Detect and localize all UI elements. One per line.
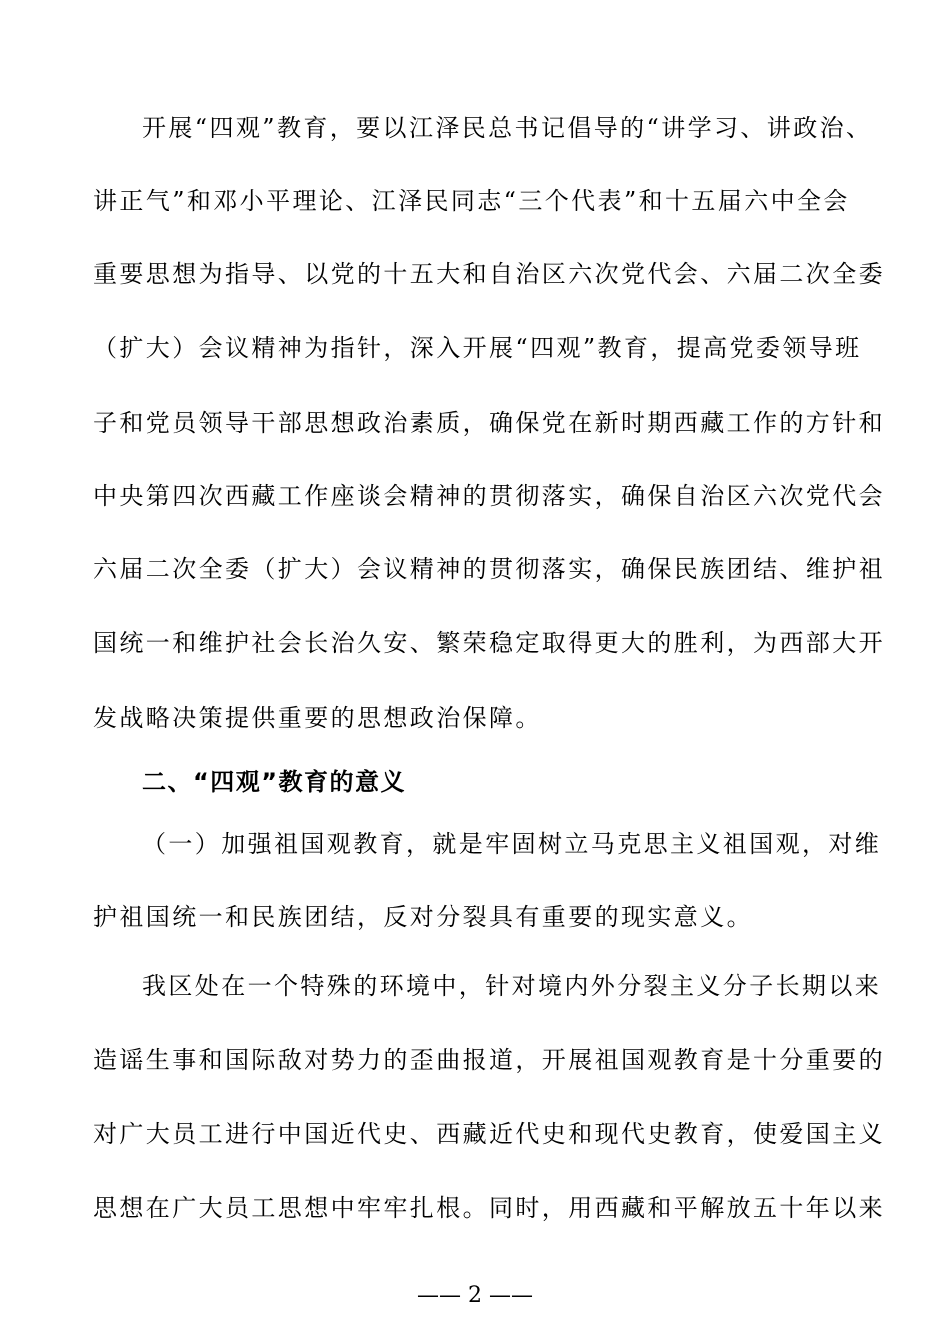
paragraph-3-line-1: 我区处在一个特殊的环境中，针对境内外分裂主义分子长期以来: [142, 972, 882, 1000]
paragraph-2-line-2: 护祖国统一和民族团结，反对分裂具有重要的现实意义。: [93, 903, 753, 931]
paragraph-1-line-8: 国统一和维护社会长治久安、繁荣稳定取得更大的胜利，为西部大开: [93, 629, 885, 657]
paragraph-3-line-2: 造谣生事和国际敌对势力的歪曲报道，开展祖国观教育是十分重要的: [93, 1046, 885, 1074]
paragraph-1-line-5: 子和党员领导干部思想政治素质，确保党在新时期西藏工作的方针和: [93, 409, 885, 437]
paragraph-1-line-4: （扩大）会议精神为指针，深入开展“四观”教育，提高党委领导班: [93, 334, 862, 362]
paragraph-3-line-3: 对广大员工进行中国近代史、西藏近代史和现代史教育，使爱国主义: [93, 1120, 885, 1148]
paragraph-1-line-1: 开展“四观”教育，要以江泽民总书记倡导的“讲学习、讲政治、: [142, 114, 873, 142]
paragraph-1-line-9: 发战略决策提供重要的思想政治保障。: [93, 704, 542, 732]
section-heading: 二、“四观”教育的意义: [142, 768, 407, 796]
paragraph-1-line-3: 重要思想为指导、以党的十五大和自治区六次党代会、六届二次全委: [93, 260, 885, 288]
paragraph-1-line-2: 讲正气”和邓小平理论、江泽民同志“三个代表”和十五届六中全会: [93, 187, 850, 215]
page-number: —— 2 ——: [417, 1283, 533, 1308]
paragraph-1-line-7: 六届二次全委（扩大）会议精神的贯彻落实，确保民族团结、维护祖: [93, 555, 885, 583]
paragraph-1-line-6: 中央第四次西藏工作座谈会精神的贯彻落实，确保自治区六次党代会: [93, 482, 885, 510]
paragraph-3-line-4: 思想在广大员工思想中牢牢扎根。同时，用西藏和平解放五十年以来: [93, 1194, 885, 1222]
paragraph-2-line-1: （一）加强祖国观教育，就是牢固树立马克思主义祖国观，对维: [142, 830, 882, 858]
